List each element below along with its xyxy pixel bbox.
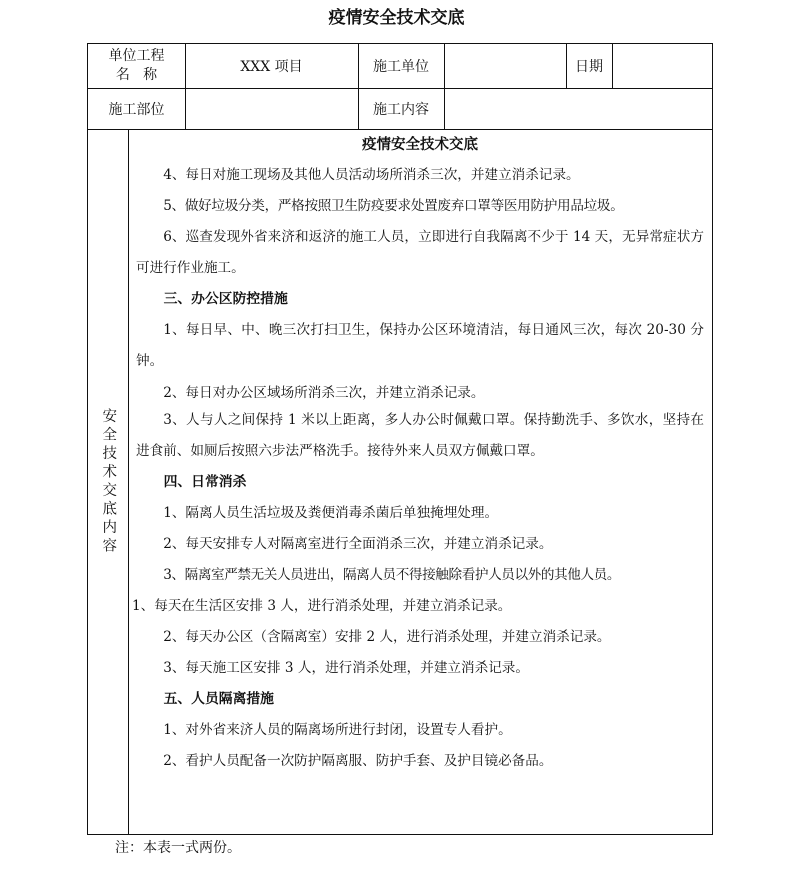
content-title: 疫情安全技术交底 [362, 136, 478, 153]
list-item: 1、隔离人员生活垃圾及粪便消毒杀菌后单独掩埋处理。 [163, 505, 499, 521]
paragraph: 5、做好垃圾分类，严格按照卫生防疫要求处置废弃口罩等医用防护用品垃圾。 [163, 198, 624, 214]
section-heading-office: 三、办公区防控措施 [163, 291, 288, 307]
date-value [612, 44, 712, 88]
unit-name-label [88, 44, 185, 88]
list-item: 2、每天安排专人对隔离室进行全面消杀三次，并建立消杀记录。 [163, 536, 553, 552]
location-label: 施工部位 [108, 101, 165, 118]
list-item: 1、每日早、中、晚三次打扫卫生，保持办公区环境清洁，每日通风三次，每次 20-30 分钟。 [136, 322, 704, 369]
section-heading-isolation: 五、人员隔离措施 [163, 691, 274, 707]
unit-name-value: XXX 项目 [240, 59, 303, 75]
section-label-text: 安全技术交底内容 [100, 408, 117, 556]
disclosure-form-table [87, 43, 713, 835]
list-item: 1、每天在生活区安排 3 人，进行消杀处理，并建立消杀记录。 [132, 598, 512, 614]
paragraph: 6、巡查发现外省来济和返济的施工人员，立即进行自我隔离不少于 14 天，无异常症状方可进行作业施工。 [136, 229, 704, 276]
unit-name-label-line1: 单位工程 [108, 48, 165, 64]
work-content-value [444, 88, 712, 129]
list-item: 1、对外省来济人员的隔离场所进行封闭，设置专人看护。 [163, 722, 512, 738]
list-item: 3、每天施工区安排 3 人，进行消杀处理，并建立消杀记录。 [163, 660, 529, 676]
disclosure-content [129, 130, 710, 834]
list-item: 3、隔离室严禁无关人员进出，隔离人员不得接触除看护人员以外的其他人员。 [163, 567, 621, 583]
list-item: 2、每天办公区（含隔离室）安排 2 人，进行消杀处理，并建立消杀记录。 [163, 629, 611, 645]
contractor-value [444, 44, 566, 88]
footer-note: 注：本表一式两份。 [115, 840, 241, 856]
list-item: 3、人与人之间保持 1 米以上距离，多人办公时佩戴口罩。保持勤洗手、多饮水，坚持在进食前、如厕后按照六步法严格洗手。接待外来人员双方佩戴口罩。 [136, 412, 704, 459]
contractor-label: 施工单位 [373, 59, 429, 75]
work-content-label: 施工内容 [373, 101, 429, 118]
unit-name-label-line2: 名 称 [115, 67, 158, 83]
list-item: 2、看护人员配备一次防护隔离服、防护手套、及护目镜必备品。 [163, 753, 553, 769]
list-item: 2、每日对办公区域场所消杀三次，并建立消杀记录。 [163, 385, 485, 401]
location-value [185, 88, 358, 129]
section-heading-daily: 四、日常消杀 [163, 474, 247, 490]
section-label [88, 130, 128, 834]
page-title: 疫情安全技术交底 [328, 8, 465, 28]
date-label: 日期 [575, 59, 603, 75]
paragraph: 4、每日对施工现场及其他人员活动场所消杀三次，并建立消杀记录。 [163, 167, 580, 183]
